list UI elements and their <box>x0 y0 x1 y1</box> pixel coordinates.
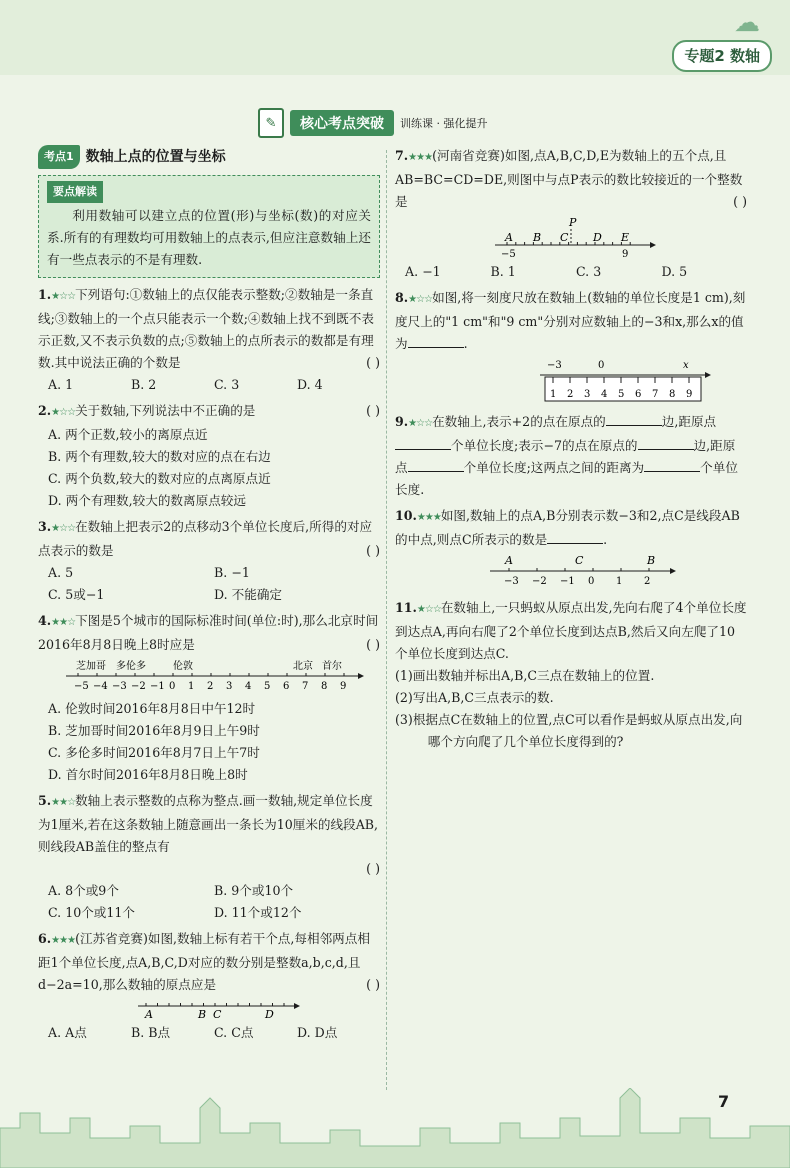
page-number: 7 <box>718 1092 730 1111</box>
sub-question-3: (3)根据点C在数轴上的位置,点C可以看作是蚂蚁从原点出发,向哪个方向爬了几个单位长度得到的? <box>395 712 743 749</box>
tick-label: 1 <box>188 681 195 692</box>
question-number: 1. <box>38 287 52 302</box>
question-1 <box>38 284 380 396</box>
tick-label: −3 <box>112 681 127 692</box>
question-5 <box>38 790 380 924</box>
question-text: 关于数轴,下列说法中不正确的是 <box>75 403 256 418</box>
section-title: 核心考点突破 <box>290 110 394 136</box>
right-column <box>395 145 747 753</box>
question-number: 10. <box>395 508 417 523</box>
question-9 <box>395 411 747 501</box>
question-number: 5. <box>38 793 52 808</box>
point-label-d: D <box>265 1008 274 1020</box>
point-label-c: C <box>560 231 569 244</box>
axis-arrow-icon <box>705 372 711 378</box>
axis-label: −3 <box>547 360 562 371</box>
tick-label: 8 <box>321 681 328 692</box>
point-label-b: B <box>647 554 656 567</box>
difficulty-stars-icon: ★★☆ <box>51 797 76 808</box>
ruler-label: 6 <box>635 389 642 400</box>
question-text: 数轴上表示整数的点称为整点.画一数轴,规定单位长度为1厘米,若在这条数轴上随意画出一条长为10厘米的线段AB,则线段AB盖住的整点有 <box>38 793 379 854</box>
answer-blank[interactable] <box>644 457 700 472</box>
question-text: 如图,将一刻度尺放在数轴上(数轴的单位长度是1 cm),刻度尺上的"1 cm"和"9 cm"分别对应数轴上的−3和x,那么x的值为 <box>395 290 746 351</box>
ruler-label: 2 <box>567 389 574 400</box>
city-label: 北京 <box>293 661 313 672</box>
sub-question-1: (1)画出数轴并标出A,B,C三点在数轴上的位置. <box>395 668 655 683</box>
tick-label: 2 <box>207 681 214 692</box>
question-number: 8. <box>395 290 409 305</box>
kp-title: 数轴上点的位置与坐标 <box>85 149 226 165</box>
option-b: B. 9个或10个 <box>214 883 294 898</box>
question-number: 4. <box>38 613 52 628</box>
difficulty-stars-icon: ★☆☆ <box>416 604 441 615</box>
answer-paren: ( ) <box>366 977 380 992</box>
city-label: 多伦多 <box>116 661 146 672</box>
option-d: D. 5 <box>661 264 688 279</box>
tick-label: −3 <box>504 576 519 587</box>
option-d: D. 首尔时间2016年8月8日晚上8时 <box>48 767 248 782</box>
tick-label: 5 <box>264 681 271 692</box>
options <box>38 880 380 902</box>
tip-title: 要点解读 <box>47 181 103 203</box>
city-label: 伦敦 <box>173 661 193 672</box>
options <box>38 562 380 584</box>
question-text: 下图是5个城市的国际标准时间(单位:时),那么北京时间2016年8月8日晚上8时应是 <box>38 613 379 652</box>
question-number: 3. <box>38 519 52 534</box>
question-7 <box>395 145 747 283</box>
option-a: A. 两个正数,较小的离原点近 <box>48 427 208 442</box>
tick-label: −1 <box>560 576 575 587</box>
q6-number-line <box>38 998 368 1020</box>
question-text: 在数轴上把表示2的点移动3个单位长度后,所得的对应点表示的数是 <box>38 519 373 558</box>
difficulty-stars-icon: ★☆☆ <box>51 523 76 534</box>
tick-label: 0 <box>169 681 176 692</box>
skyline-silhouette <box>0 1088 790 1168</box>
question-10 <box>395 505 747 593</box>
axis-label: x <box>683 360 689 371</box>
difficulty-stars-icon: ★★★ <box>408 152 433 163</box>
question-4 <box>38 610 380 786</box>
option-c: C. 3 <box>576 264 602 279</box>
option-d: D. 不能确定 <box>214 587 283 602</box>
question-source: (江苏省竞赛) <box>75 931 148 946</box>
question-source: (河南省竞赛) <box>432 148 505 163</box>
question-text: 如图,点A,B,C,D,E为数轴上的五个点,且AB=BC=CD=DE,则图中与点P表示的数比较接近的一个整数是 <box>395 148 743 209</box>
tick-label: 9 <box>340 681 347 692</box>
city-label: 芝加哥 <box>76 661 106 672</box>
ruler-label: 3 <box>584 389 591 400</box>
question-text: 下列语句:①数轴上的点仅能表示整数;②数轴是一条直线;③数轴上的一个点只能表示一个数;④数轴上找不到既不表示正数,又不表示负数的点;⑤数轴上的点所表示的数都是有理数.其中说法正确的个数是 <box>38 287 374 370</box>
option-d: D. 11个或12个 <box>214 905 302 920</box>
tick-label: 2 <box>644 576 651 587</box>
question-3 <box>38 516 380 606</box>
tick-label: 7 <box>302 681 309 692</box>
question-text: 个单位长度. <box>395 460 738 497</box>
tick-label: −2 <box>131 681 146 692</box>
city-label: 首尔 <box>322 661 342 672</box>
point-label-b: B <box>533 231 542 244</box>
tick-label: −5 <box>501 249 516 259</box>
tick-label: 0 <box>588 576 595 587</box>
option-b: B. B点 <box>131 1025 171 1040</box>
q7-number-line <box>395 215 735 259</box>
point-label-a: A <box>505 554 513 567</box>
q10-number-line <box>395 553 735 593</box>
question-text: 在数轴上,一只蚂蚁从原点出发,先向右爬了4个单位长度到达点A,再向右爬了2个单位长度到达点B,然后又向左爬了10个单位长度到达点C. <box>395 600 747 661</box>
option-d: D. D点 <box>297 1025 338 1040</box>
point-label-e: E <box>621 231 630 244</box>
question-number: 6. <box>38 931 52 946</box>
question-8 <box>395 287 747 407</box>
tick-label: −1 <box>150 681 165 692</box>
question-text: 在数轴上,表示+2的点在原点的 <box>432 414 606 429</box>
options <box>38 374 380 396</box>
option-b: B. −1 <box>214 565 250 580</box>
question-2 <box>38 400 380 512</box>
axis-arrow-icon <box>358 673 364 679</box>
options <box>38 902 380 924</box>
difficulty-stars-icon: ★☆☆ <box>408 418 433 429</box>
ruler-label: 9 <box>686 389 693 400</box>
ruler-label: 7 <box>652 389 659 400</box>
tick-label: −2 <box>532 576 547 587</box>
point-label-p: P <box>569 216 577 229</box>
point-label-a: A <box>505 231 513 244</box>
option-a: A. 1 <box>48 377 74 392</box>
option-c: C. C点 <box>214 1025 254 1040</box>
tick-label: −5 <box>74 681 89 692</box>
option-d: D. 两个有理数,较大的数离原点较远 <box>48 493 246 508</box>
ruler-label: 4 <box>601 389 608 400</box>
option-b: B. 芝加哥时间2016年8月9日上午9时 <box>48 723 260 738</box>
section-subtitle: 训练课 · 强化提升 <box>400 117 488 130</box>
sub-question-2: (2)写出A,B,C三点表示的数. <box>395 690 554 705</box>
axis-label: 0 <box>598 360 605 371</box>
point-label-c: C <box>575 554 584 567</box>
question-text: 边,距原点 <box>661 414 717 429</box>
question-text: 个单位长度;表示−7的点在原点的 <box>451 438 638 453</box>
question-text: 个单位长度;这两点之间的距离为 <box>463 460 645 475</box>
section-banner <box>258 108 488 138</box>
cloud-icon: ☁ <box>734 8 760 38</box>
answer-blank[interactable] <box>638 435 694 450</box>
option-a: A. 8个或9个 <box>48 883 119 898</box>
options <box>38 1022 380 1044</box>
ruler-label: 5 <box>618 389 625 400</box>
answer-paren: ( ) <box>366 861 380 876</box>
option-c: C. 10个或11个 <box>48 905 136 920</box>
left-column <box>38 145 380 1044</box>
tick-label: 1 <box>616 576 623 587</box>
option-c: C. 两个负数,较大的数对应的点离原点近 <box>48 471 271 486</box>
timezone-number-line <box>38 658 368 696</box>
option-a: A. −1 <box>405 264 441 279</box>
option-c: C. 多伦多时间2016年8月7日上午7时 <box>48 745 260 760</box>
question-text: 如图,数轴上的点A,B分别表示数−3和2,点C是线段AB的中点,则点C所表示的数是 <box>395 508 740 547</box>
options <box>38 584 380 606</box>
option-b: B. 1 <box>490 264 516 279</box>
tip-box <box>38 175 380 278</box>
punctuation: . <box>603 532 608 547</box>
difficulty-stars-icon: ★☆☆ <box>51 407 76 418</box>
question-text: 如图,数轴上标有若干个点,每相邻两点相距1个单位长度,点A,B,C,D对应的数分别是整数a,b,c,d,且d−2a=10,那么数轴的原点应是 <box>38 931 370 992</box>
answer-paren: ( ) <box>366 637 380 652</box>
tip-text: 利用数轴可以建立点的位置(形)与坐标(数)的对应关系.所有的有理数均可用数轴上的点表示,但应注意数轴上还有一些点表示的不是有理数. <box>47 208 371 267</box>
option-c: C. 3 <box>214 377 240 392</box>
question-number: 11. <box>395 600 417 615</box>
ruler-number-line <box>395 357 735 407</box>
option-a: A. 5 <box>48 565 74 580</box>
ruler-label: 8 <box>669 389 676 400</box>
point-label-b: B <box>198 1008 207 1020</box>
question-number: 9. <box>395 414 409 429</box>
question-text: 边,距原点 <box>395 438 736 475</box>
chapter-tag: 专题2 数轴 <box>672 40 772 72</box>
option-d: D. 4 <box>297 377 323 392</box>
answer-blank[interactable] <box>395 435 451 450</box>
point-label-d: D <box>593 231 602 244</box>
question-11 <box>395 597 747 753</box>
ruler-label: 1 <box>550 389 557 400</box>
kp-badge: 考点1 <box>38 145 80 169</box>
knowledge-point-header <box>38 145 380 169</box>
difficulty-stars-icon: ★★★ <box>51 935 76 946</box>
answer-paren: ( ) <box>733 194 747 209</box>
tick-label: 9 <box>622 249 629 259</box>
option-a: A. A点 <box>48 1025 87 1040</box>
answer-paren: ( ) <box>366 355 380 370</box>
tick-label: 6 <box>283 681 290 692</box>
answer-paren: ( ) <box>366 403 380 418</box>
difficulty-stars-icon: ★☆☆ <box>51 291 76 302</box>
column-divider <box>386 150 387 1090</box>
tick-label: −4 <box>93 681 108 692</box>
answer-paren: ( ) <box>366 543 380 558</box>
options <box>395 261 747 283</box>
punctuation: . <box>463 336 468 351</box>
city-skyline-decoration <box>0 1088 790 1168</box>
notebook-icon: ✎ <box>258 108 284 138</box>
axis-arrow-icon <box>294 1003 300 1009</box>
answer-blank[interactable] <box>547 529 603 544</box>
difficulty-stars-icon: ★★☆ <box>51 617 76 628</box>
option-a: A. 伦敦时间2016年8月8日中午12时 <box>48 701 256 716</box>
answer-blank[interactable] <box>408 457 464 472</box>
axis-arrow-icon <box>670 568 676 574</box>
tick-label: 4 <box>245 681 252 692</box>
tick-label: 3 <box>226 681 233 692</box>
option-b: B. 2 <box>131 377 157 392</box>
answer-blank[interactable] <box>408 333 464 348</box>
header-band <box>0 0 790 75</box>
answer-blank[interactable] <box>606 411 662 426</box>
option-c: C. 5或−1 <box>48 587 105 602</box>
axis-arrow-icon <box>650 242 656 248</box>
question-6 <box>38 928 380 1044</box>
difficulty-stars-icon: ★★★ <box>416 512 441 523</box>
question-number: 7. <box>395 148 409 163</box>
point-label-c: C <box>213 1008 222 1020</box>
option-b: B. 两个有理数,较大的数对应的点在右边 <box>48 449 271 464</box>
point-label-a: A <box>145 1008 153 1020</box>
question-number: 2. <box>38 403 52 418</box>
difficulty-stars-icon: ★☆☆ <box>408 294 433 305</box>
